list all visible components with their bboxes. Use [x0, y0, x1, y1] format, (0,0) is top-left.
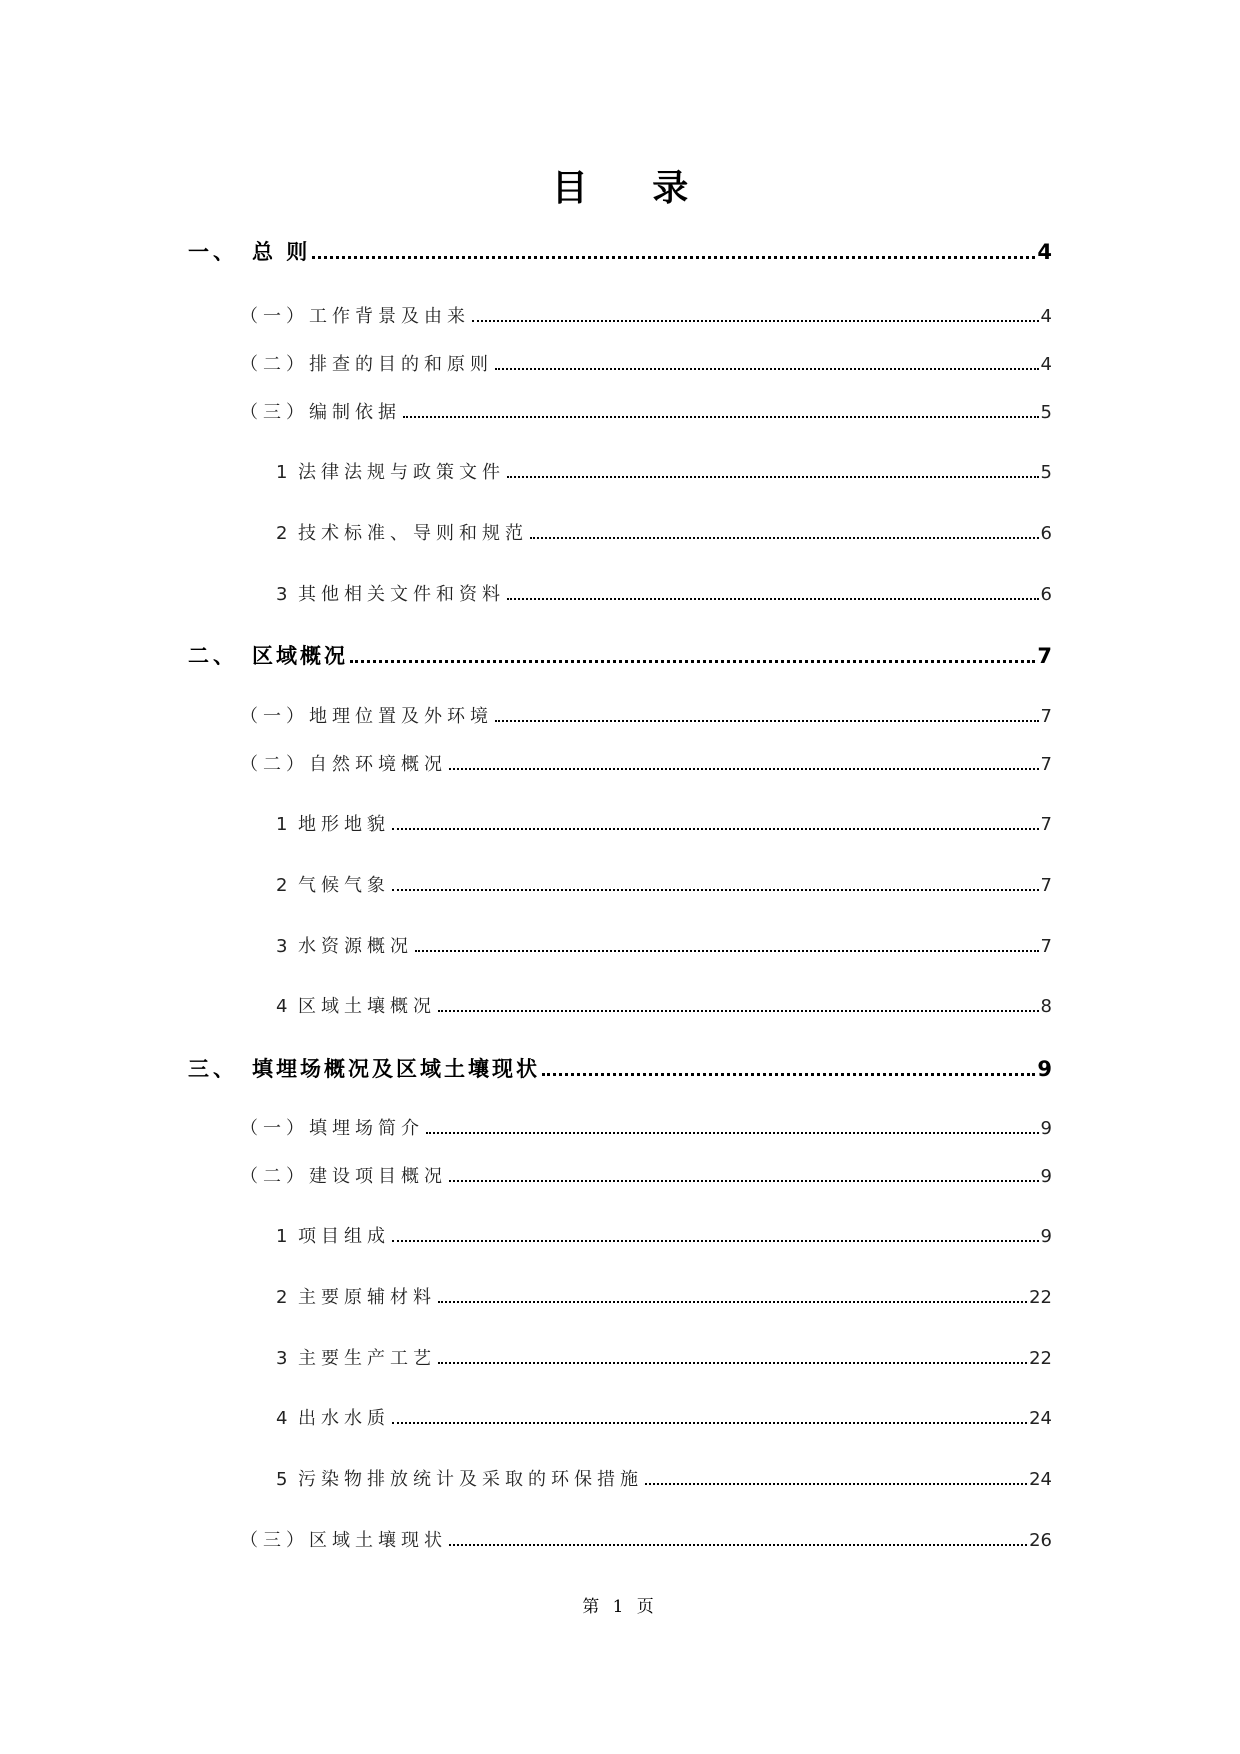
toc-entry-number: 二、	[188, 644, 238, 668]
toc-entry-page-number: 7	[1040, 814, 1052, 835]
toc-entry-title: （一）填埋场简介	[240, 1118, 424, 1139]
toc-entry-number: 2	[276, 1287, 288, 1308]
toc-entry[interactable]	[276, 458, 1052, 484]
toc-entry-number: 3	[276, 936, 288, 957]
toc-entry-title: （三）编制依据	[240, 402, 401, 423]
toc-entry-page-number: 7	[1040, 936, 1052, 957]
toc-entry-number: 2	[276, 875, 288, 896]
toc-dot-leader	[392, 889, 1039, 891]
toc-entry[interactable]	[240, 1162, 1052, 1188]
toc-entry[interactable]	[240, 750, 1052, 776]
toc-entry-page-number: 22	[1029, 1348, 1052, 1369]
toc-entry-page-number: 9	[1040, 1226, 1052, 1247]
toc-entry[interactable]	[276, 871, 1052, 897]
toc-dot-leader	[507, 476, 1039, 478]
toc-dot-leader	[403, 416, 1039, 418]
page-footer: 第 1 页	[582, 1597, 658, 1617]
toc-dot-leader	[507, 598, 1039, 600]
toc-entry-number: 1	[276, 814, 288, 835]
toc-entry[interactable]	[240, 302, 1052, 328]
toc-entry[interactable]	[276, 810, 1052, 836]
toc-entry-number: 3	[276, 1348, 288, 1369]
toc-entry-number: 三、	[188, 1057, 238, 1081]
toc-entry-title: 地形地貌	[298, 814, 390, 835]
toc-dot-leader	[438, 1362, 1027, 1364]
toc-dot-leader	[542, 1073, 1035, 1076]
toc-dot-leader	[392, 1422, 1027, 1424]
toc-entry-title: （一）地理位置及外环境	[240, 706, 493, 727]
toc-dot-leader	[415, 950, 1039, 952]
toc-entry[interactable]	[276, 1344, 1052, 1370]
toc-dot-leader	[495, 720, 1039, 722]
toc-entry[interactable]	[276, 519, 1052, 545]
toc-entry-page-number: 9	[1040, 1166, 1052, 1187]
toc-entry-page-number: 24	[1029, 1408, 1052, 1429]
toc-entry-page-number: 26	[1029, 1530, 1052, 1551]
toc-entry-page-number: 7	[1040, 875, 1052, 896]
toc-entry-title: 项目组成	[298, 1226, 390, 1247]
toc-dot-leader	[392, 1240, 1039, 1242]
toc-entry-page-number: 4	[1040, 306, 1052, 327]
toc-entry-number: 一、	[188, 240, 238, 264]
toc-entry-number: 1	[276, 462, 288, 483]
toc-entry-page-number: 8	[1040, 996, 1052, 1017]
toc-entry-title: （一）工作背景及由来	[240, 306, 470, 327]
toc-entry-page-number: 7	[1040, 754, 1052, 775]
toc-entry-title: 区域概况	[252, 644, 348, 668]
toc-entry-page-number: 7	[1040, 706, 1052, 727]
toc-entry-page-number: 6	[1040, 584, 1052, 605]
toc-entry-title: 其他相关文件和资料	[298, 584, 505, 605]
toc-entry-number: 4	[276, 996, 288, 1017]
toc-entry-title: 区域土壤概况	[298, 996, 436, 1017]
toc-entry[interactable]	[188, 236, 1052, 266]
toc-entry[interactable]	[276, 1465, 1052, 1491]
toc-entry-page-number: 5	[1040, 402, 1052, 423]
toc-entry-title: 水资源概况	[298, 936, 413, 957]
toc-dot-leader	[495, 368, 1039, 370]
toc-entry[interactable]	[276, 1283, 1052, 1309]
toc-entry-number: 5	[276, 1469, 288, 1490]
toc-entry-page-number: 7	[1037, 644, 1052, 668]
toc-entry-title: 填埋场概况及区域土壤现状	[252, 1057, 540, 1081]
toc-entry[interactable]	[276, 992, 1052, 1018]
toc-entry-title: （二）排查的目的和原则	[240, 354, 493, 375]
toc-entry-number: 3	[276, 584, 288, 605]
toc-entry-title: 污染物排放统计及采取的环保措施	[298, 1469, 643, 1490]
toc-entry[interactable]	[188, 1053, 1052, 1083]
toc-dot-leader	[449, 1180, 1039, 1182]
toc-entry-title: （二）建设项目概况	[240, 1166, 447, 1187]
toc-dot-leader	[645, 1483, 1027, 1485]
toc-entry[interactable]	[240, 702, 1052, 728]
toc-entry-title: 主要生产工艺	[298, 1348, 436, 1369]
toc-entry-title: （三）区域土壤现状	[240, 1530, 447, 1551]
toc-entry[interactable]	[240, 1526, 1052, 1552]
toc-entry[interactable]	[240, 1114, 1052, 1140]
toc-dot-leader	[426, 1132, 1039, 1134]
toc-entry-page-number: 5	[1040, 462, 1052, 483]
toc-dot-leader	[530, 537, 1039, 539]
toc-entry-title: 总 则	[252, 240, 311, 264]
toc-entry-page-number: 9	[1037, 1057, 1052, 1081]
toc-entry-page-number: 22	[1029, 1287, 1052, 1308]
toc-dot-leader	[449, 768, 1039, 770]
toc-entry[interactable]	[240, 350, 1052, 376]
toc-entry-page-number: 6	[1040, 523, 1052, 544]
toc-entry-page-number: 4	[1040, 354, 1052, 375]
toc-entry-page-number: 24	[1029, 1469, 1052, 1490]
toc-entry[interactable]	[276, 1404, 1052, 1430]
toc-entry-number: 1	[276, 1226, 288, 1247]
toc-dot-leader	[312, 256, 1035, 259]
toc-entry-page-number: 9	[1040, 1118, 1052, 1139]
toc-entry-number: 2	[276, 523, 288, 544]
toc-entry[interactable]	[240, 398, 1052, 424]
toc-entry[interactable]	[188, 640, 1052, 670]
toc-entry-title: 出水水质	[298, 1408, 390, 1429]
toc-entry-title: 主要原辅材料	[298, 1287, 436, 1308]
toc-dot-leader	[449, 1544, 1027, 1546]
toc-entry-title: 气候气象	[298, 875, 390, 896]
toc-entry-title: 技术标准、导则和规范	[298, 523, 528, 544]
toc-dot-leader	[438, 1010, 1039, 1012]
toc-entry[interactable]	[276, 932, 1052, 958]
toc-dot-leader	[392, 828, 1039, 830]
toc-dot-leader	[350, 660, 1035, 663]
toc-dot-leader	[472, 320, 1039, 322]
page-title: 目 录	[551, 168, 715, 209]
toc-entry-number: 4	[276, 1408, 288, 1429]
toc-entry[interactable]	[276, 1222, 1052, 1248]
toc-entry[interactable]	[276, 580, 1052, 606]
toc-dot-leader	[438, 1301, 1027, 1303]
toc-entry-title: （二）自然环境概况	[240, 754, 447, 775]
toc-entry-page-number: 4	[1037, 240, 1052, 264]
toc-entry-title: 法律法规与政策文件	[298, 462, 505, 483]
